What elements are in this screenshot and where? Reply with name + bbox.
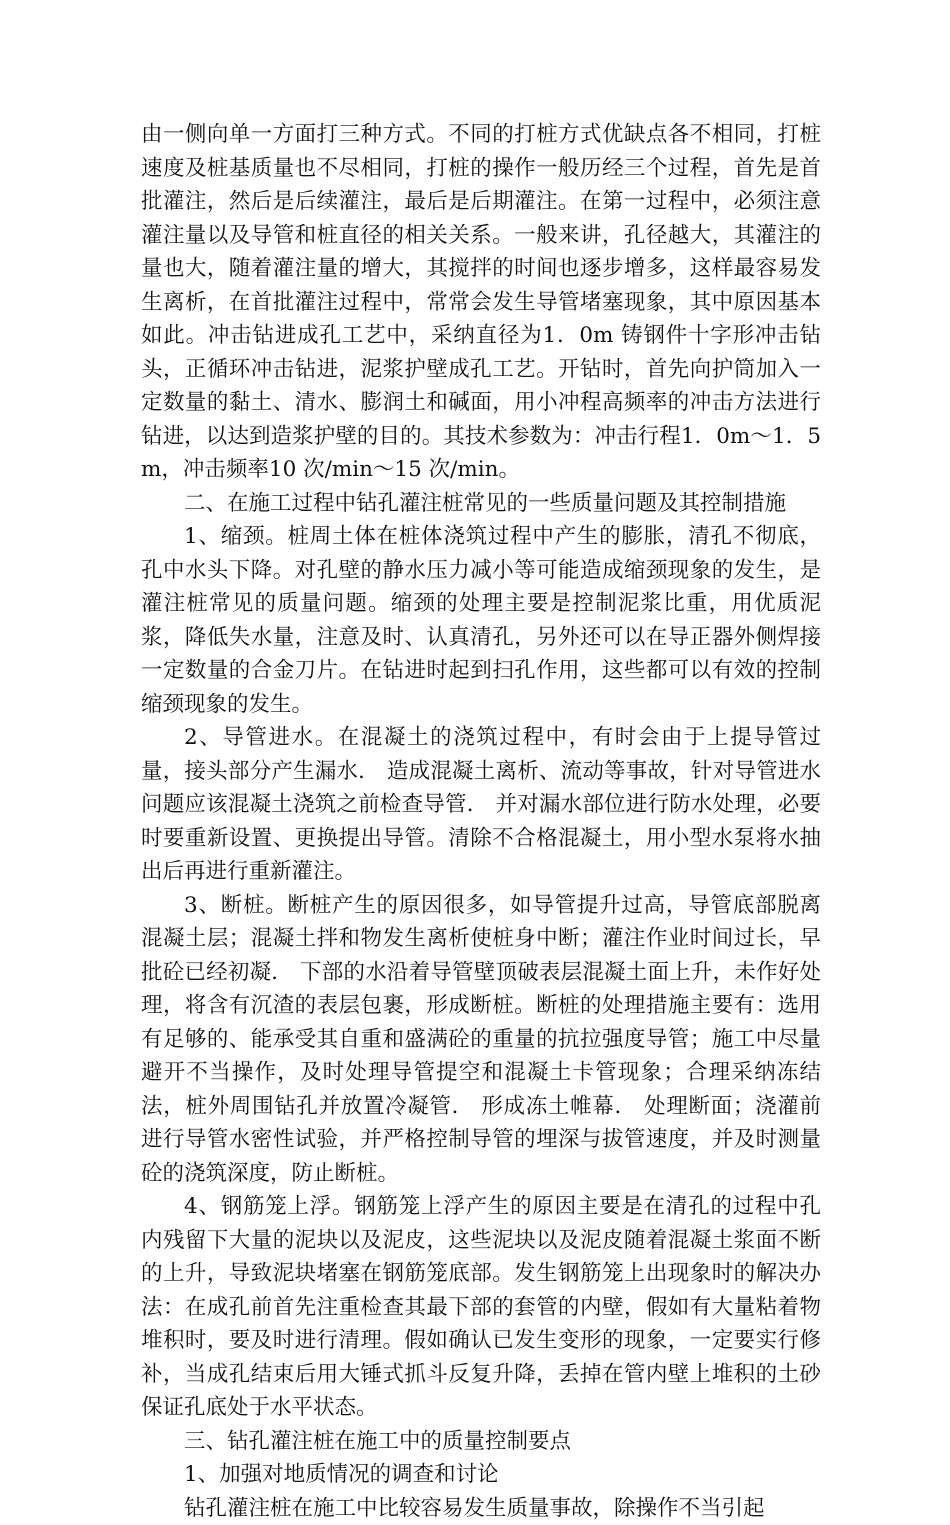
subheading-geology-survey: 1、加强对地质情况的调查和讨论 — [141, 1458, 821, 1492]
paragraph-quality-accidents: 钻孔灌注桩在施工中比较容易发生质量事故，除操作不当引起 — [141, 1492, 821, 1525]
section-heading-quality-problems: 二、在施工过程中钻孔灌注桩常见的一些质量问题及其控制措施 — [141, 487, 821, 521]
paragraph-broken-pile: 3、断桩。断桩产生的原因很多，如导管提升过高，导管底部脱离混凝土层；混凝土拌和物发生离析使桩身中断；灌注作业时间过长，早批砼已经初凝． 下部的水沿着导管壁顶破表层混凝土面上升，未作好处理，将含有沉渣的表层包裹，形成断桩。断桩的处理措施主要有：选用有足够的、能承受其自重和盛满砼的重量的抗拉强度导管；施工中尽量避开不当操作，及时处理导管提空和混凝土卡管现象；合理采纳冻结法，桩外周围钻孔并放置冷凝管． 形成冻土帷幕． 处理断面；浇灌前进行导管水密性试验，并严格控制导管的埋深与拔管速度，并及时测量砼的浇筑深度，防止断桩。 — [141, 889, 821, 1191]
paragraph-cage-floating: 4、钢筋笼上浮。钢筋笼上浮产生的原因主要是在清孔的过程中孔内残留下大量的泥块以及泥皮，这些泥块以及泥皮随着混凝土浆面不断的上升，导致泥块堵塞在钢筋笼底部。发生钢筋笼上出现象时的解决办法：在成孔前首先注重检查其最下部的套管的内壁，假如有大量粘着物堆积时，要及时进行清理。假如确认已发生变形的现象，一定要实行修补，当成孔结束后用大锤式抓斗反复升降，丢掉在管内壁上堆积的土砂保证孔底处于水平状态。 — [141, 1190, 821, 1425]
paragraph-conduit-water-ingress: 2、导管进水。在混凝土的浇筑过程中，有时会由于上提导管过量，接头部分产生漏水． 造成混凝土离析、流动等事故，针对导管进水问题应该混凝土浇筑之前检查导管． 并对漏水部位进行防水处理，必要时要重新设置、更换提出导管。清除不合格混凝土，用小型水泵将水抽出后再进行重新灌注。 — [141, 721, 821, 889]
section-heading-control-points: 三、钻孔灌注桩在施工中的质量控制要点 — [141, 1425, 821, 1459]
paragraph-drilling-process: 由一侧向单一方面打三种方式。不同的打桩方式优缺点各不相同，打桩速度及桩基质量也不尽相同，打桩的操作一般历经三个过程，首先是首批灌注，然后是后续灌注，最后是后期灌注。在第一过程中，必须注意灌注量以及导管和桩直径的相关关系。一般来讲，孔径越大，其灌注的量也大，随着灌注量的增大，其搅拌的时间也逐步增多，这样最容易发生离析，在首批灌注过程中，常常会发生导管堵塞现象，其中原因基本如此。冲击钻进成孔工艺中，采纳直径为1．0m 铸钢件十字形冲击钻头，正循环冲击钻进，泥浆护壁成孔工艺。开钻时，首先向护筒加入一定数量的黏土、清水、膨润土和碱面，用小冲程高频率的冲击方法进行钻进，以达到造浆护壁的目的。其技术参数为：冲击行程1．0m～1．5m，冲击频率10 次/min～15 次/min。 — [141, 118, 821, 487]
document-body — [141, 118, 821, 1525]
paragraph-necking: 1、缩颈。桩周土体在桩体浇筑过程中产生的膨胀，清孔不彻底，孔中水头下降。对孔壁的静水压力减小等可能造成缩颈现象的发生，是灌注桩常见的质量问题。缩颈的处理主要是控制泥浆比重，用优质泥浆，降低失水量，注意及时、认真清孔，另外还可以在导正器外侧焊接一定数量的合金刀片。在钻进时起到扫孔作用，这些都可以有效的控制缩颈现象的发生。 — [141, 520, 821, 721]
